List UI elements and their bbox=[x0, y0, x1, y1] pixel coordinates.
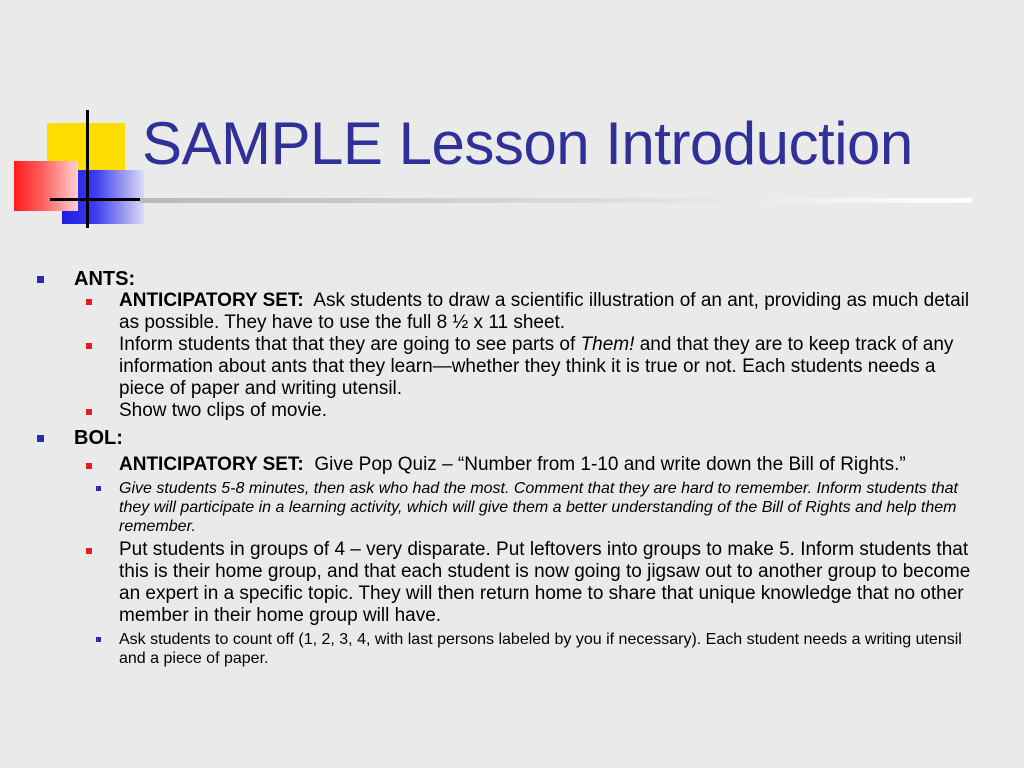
slide-body bbox=[36, 264, 986, 671]
red-square-bullet-icon bbox=[86, 548, 92, 554]
item-text: Ask students to draw a scientific illustration of an ant, providing as much detail as possible. They have to use the full 8 ½ x 11 sheet. bbox=[119, 290, 970, 333]
item-text: Give Pop Quiz – “Number from 1-10 and write down the Bill of Rights.” bbox=[314, 454, 906, 475]
item-text: Inform students that that they are going to see parts of bbox=[119, 334, 576, 355]
section-ants bbox=[36, 268, 986, 422]
list-item bbox=[74, 539, 986, 627]
list-item bbox=[74, 334, 986, 400]
film-title: Them! bbox=[580, 334, 635, 355]
item-text: Put students in groups of 4 – very disparate. Put leftovers into groups to make 5. Inform students that this is their home group, and that each student is now going to jigsaw out to another group to become an expert in a specific topic. They will then return home to share that unique knowledge that no other member in their home group will have. bbox=[119, 539, 971, 626]
sub-item-text: Ask students to count off (1, 2, 3, 4, with last persons labeled by you if necessary). Each student needs a writing utensil and a piece of paper. bbox=[119, 631, 962, 667]
bol-items bbox=[74, 454, 986, 668]
section-list bbox=[36, 268, 986, 668]
red-square-bullet-icon bbox=[86, 299, 92, 305]
sub-list-item bbox=[29, 630, 986, 668]
section-bol bbox=[36, 427, 986, 668]
vertical-line-decoration bbox=[86, 110, 89, 228]
section-heading: BOL: bbox=[74, 427, 123, 449]
decorative-logo bbox=[0, 0, 160, 240]
item-label: ANTICIPATORY SET: bbox=[119, 290, 304, 311]
red-square-decoration bbox=[14, 161, 78, 211]
slide-title: SAMPLE Lesson Introduction bbox=[142, 110, 913, 177]
list-item bbox=[74, 400, 986, 422]
sub-item-text: Give students 5-8 minutes, then ask who had the most. Comment that they are hard to remember. Inform students that they will participate in a learning activity, which will give them a better understanding of the Bill of Rights and help them remember. bbox=[119, 480, 958, 535]
list-item bbox=[74, 454, 986, 476]
red-square-bullet-icon bbox=[86, 343, 92, 349]
item-label: ANTICIPATORY SET: bbox=[119, 454, 304, 475]
square-bullet-icon bbox=[37, 435, 44, 442]
horizontal-line-decoration bbox=[50, 198, 146, 201]
item-text: and that they are to keep track of any information about ants that they learn—whether they think it is true or not. Each students needs a piece of paper and writing utensil. bbox=[119, 334, 954, 399]
item-text: Show two clips of movie. bbox=[119, 400, 328, 421]
section-heading: ANTS: bbox=[74, 268, 136, 290]
sub-list-item bbox=[29, 479, 986, 536]
title-underline bbox=[140, 198, 972, 203]
blue-square-bullet-icon bbox=[96, 486, 101, 491]
square-bullet-icon bbox=[37, 276, 44, 283]
blue-square-bullet-icon bbox=[96, 637, 101, 642]
list-item bbox=[74, 290, 986, 334]
red-square-bullet-icon bbox=[86, 463, 92, 469]
red-square-bullet-icon bbox=[86, 409, 92, 415]
ants-items bbox=[74, 290, 986, 422]
